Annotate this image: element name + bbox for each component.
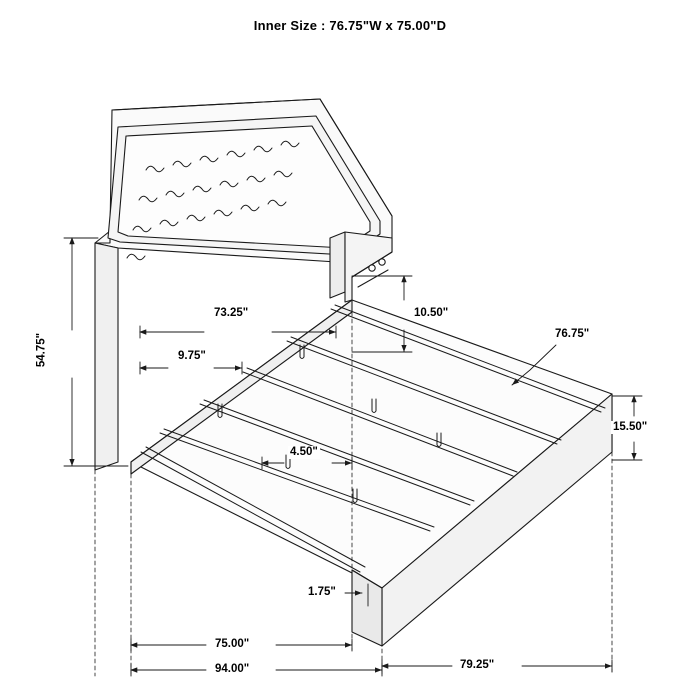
dim-label-slat-clearance: 9.75"	[178, 350, 206, 362]
dim-label-headboard-height: 54.75"	[35, 332, 48, 368]
dim-label-inner-width-depth: 76.75"	[555, 328, 590, 340]
dim-9-75	[140, 362, 242, 374]
dim-label-slat-spacing: 4.50"	[290, 446, 318, 458]
dim-label-overall-width: 79.25"	[460, 659, 495, 671]
dim-79-25	[382, 660, 612, 672]
dim-label-headboard-inner-width: 73.25"	[214, 307, 249, 319]
dim-label-side-rail-height: 15.50"	[613, 421, 648, 433]
page-title: Inner Size : 76.75"W x 75.00"D	[253, 18, 447, 33]
dim-94-00	[131, 664, 382, 676]
dim-label-deck-to-rail: 10.50"	[414, 307, 449, 319]
dim-label-inner-length: 75.00"	[215, 638, 250, 650]
dim-label-foot-rail-thickness: 1.75"	[308, 586, 336, 598]
dim-label-overall-length: 94.00"	[215, 663, 250, 675]
headboard-bracket	[330, 232, 392, 302]
